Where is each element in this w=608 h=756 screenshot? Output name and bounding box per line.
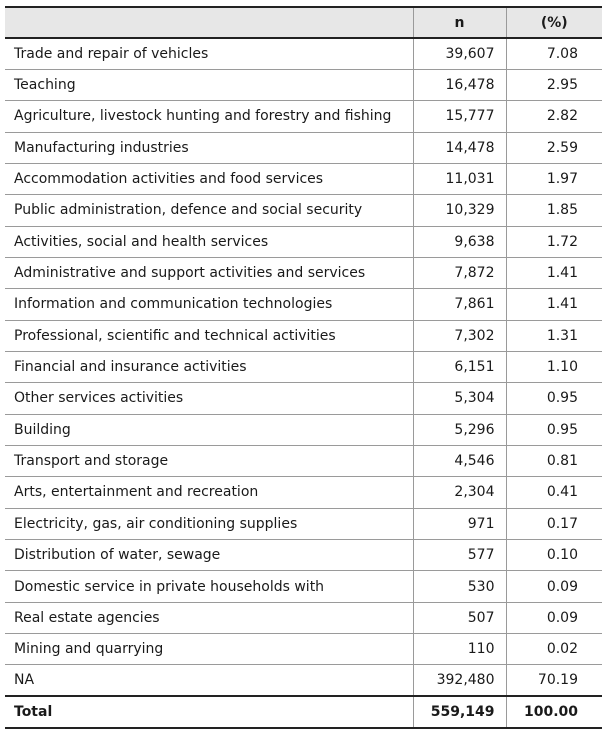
row-percent: 2.82 (506, 101, 602, 132)
row-category: Public administration, defence and social security (5, 195, 413, 226)
row-count: 7,872 (413, 257, 506, 288)
row-category: Professional, scientific and technical activities (5, 320, 413, 351)
row-percent: 0.41 (506, 477, 602, 508)
row-count: 39,607 (413, 38, 506, 69)
row-count: 577 (413, 540, 506, 571)
row-percent: 0.95 (506, 414, 602, 445)
row-percent: 0.81 (506, 445, 602, 476)
row-percent: 1.97 (506, 163, 602, 194)
row-count: 4,546 (413, 445, 506, 476)
row-category: Building (5, 414, 413, 445)
table-row (5, 508, 602, 539)
row-percent: 2.95 (506, 69, 602, 100)
total-row (5, 696, 602, 727)
row-percent: 1.72 (506, 226, 602, 257)
row-count: 7,302 (413, 320, 506, 351)
row-count: 15,777 (413, 101, 506, 132)
row-category: Arts, entertainment and recreation (5, 477, 413, 508)
table-row (5, 665, 602, 696)
table-row (5, 132, 602, 163)
table-row (5, 38, 602, 69)
row-percent: 7.08 (506, 38, 602, 69)
row-count: 507 (413, 602, 506, 633)
row-count: 971 (413, 508, 506, 539)
table-row (5, 540, 602, 571)
row-category: Agriculture, livestock hunting and forestry and fishing (5, 101, 413, 132)
total-n: 559,149 (413, 696, 506, 727)
row-percent: 1.10 (506, 351, 602, 382)
row-percent: 0.95 (506, 383, 602, 414)
total-pct: 100.00 (506, 696, 602, 727)
row-count: 530 (413, 571, 506, 602)
header-row (5, 7, 602, 38)
table-row (5, 69, 602, 100)
row-percent: 70.19 (506, 665, 602, 696)
total-label: Total (5, 696, 413, 727)
row-category: Mining and quarrying (5, 634, 413, 665)
table-row (5, 634, 602, 665)
row-category: Accommodation activities and food services (5, 163, 413, 194)
table-row (5, 289, 602, 320)
row-count: 6,151 (413, 351, 506, 382)
row-category: Manufacturing industries (5, 132, 413, 163)
row-count: 5,304 (413, 383, 506, 414)
row-count: 392,480 (413, 665, 506, 696)
row-percent: 1.85 (506, 195, 602, 226)
table-row (5, 602, 602, 633)
row-percent: 0.09 (506, 602, 602, 633)
table-row (5, 101, 602, 132)
row-count: 5,296 (413, 414, 506, 445)
table-row (5, 320, 602, 351)
header-category (5, 7, 413, 38)
row-percent: 0.17 (506, 508, 602, 539)
row-category: Distribution of water, sewage (5, 540, 413, 571)
row-count: 110 (413, 634, 506, 665)
sector-table (5, 6, 602, 729)
row-category: Electricity, gas, air conditioning supplies (5, 508, 413, 539)
row-percent: 0.09 (506, 571, 602, 602)
row-category: Domestic service in private households with (5, 571, 413, 602)
row-category: Information and communication technologies (5, 289, 413, 320)
row-category: Real estate agencies (5, 602, 413, 633)
table-row (5, 351, 602, 382)
row-percent: 1.41 (506, 289, 602, 320)
row-count: 9,638 (413, 226, 506, 257)
row-category: Administrative and support activities and services (5, 257, 413, 288)
row-percent: 1.41 (506, 257, 602, 288)
row-category: NA (5, 665, 413, 696)
header-n: n (413, 7, 506, 38)
row-count: 2,304 (413, 477, 506, 508)
row-category: Financial and insurance activities (5, 351, 413, 382)
header-pct: (%) (506, 7, 602, 38)
table-row (5, 383, 602, 414)
row-category: Activities, social and health services (5, 226, 413, 257)
table-row (5, 226, 602, 257)
table-row (5, 445, 602, 476)
table-row (5, 414, 602, 445)
row-percent: 1.31 (506, 320, 602, 351)
row-percent: 0.10 (506, 540, 602, 571)
row-category: Trade and repair of vehicles (5, 38, 413, 69)
row-category: Teaching (5, 69, 413, 100)
row-count: 16,478 (413, 69, 506, 100)
row-count: 7,861 (413, 289, 506, 320)
row-percent: 0.02 (506, 634, 602, 665)
row-count: 11,031 (413, 163, 506, 194)
row-category: Other services activities (5, 383, 413, 414)
row-category: Transport and storage (5, 445, 413, 476)
table-row (5, 571, 602, 602)
row-count: 10,329 (413, 195, 506, 226)
table-row (5, 163, 602, 194)
table-row (5, 477, 602, 508)
table-row (5, 257, 602, 288)
table-row (5, 195, 602, 226)
row-count: 14,478 (413, 132, 506, 163)
row-percent: 2.59 (506, 132, 602, 163)
